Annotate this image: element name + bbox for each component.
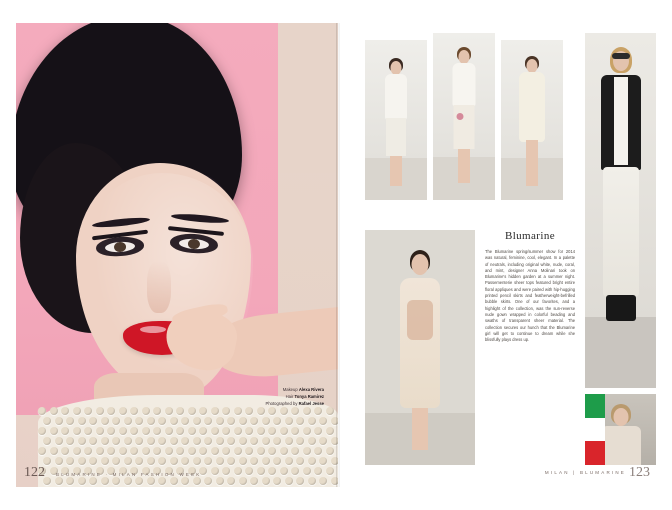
- bead: [158, 417, 166, 425]
- bead: [101, 437, 109, 445]
- left-page-footer-text: BLUMARINE · MILAN FASHION WEEK: [56, 472, 202, 477]
- bead: [285, 477, 293, 485]
- bead: [204, 437, 212, 445]
- bead: [181, 437, 189, 445]
- bead: [165, 447, 173, 455]
- bead: [61, 427, 69, 435]
- bead: [124, 417, 132, 425]
- bead: [176, 427, 184, 435]
- bead: [142, 427, 150, 435]
- bead: [319, 457, 327, 465]
- bead: [262, 437, 270, 445]
- bead: [314, 407, 322, 415]
- right-page-folio: 123: [629, 465, 650, 480]
- bead: [78, 417, 86, 425]
- bead: [147, 417, 155, 425]
- bead: [234, 407, 242, 415]
- bead: [112, 477, 120, 485]
- bead: [285, 437, 293, 445]
- bead: [112, 437, 120, 445]
- look2-head: [459, 50, 470, 64]
- article-block: [485, 230, 575, 343]
- bead: [234, 447, 242, 455]
- right-page-footer-text: MILAN | BLUMARINE: [544, 470, 626, 475]
- bead: [181, 417, 189, 425]
- bead: [50, 407, 58, 415]
- bead: [158, 477, 166, 485]
- bead: [78, 457, 86, 465]
- bead: [61, 407, 69, 415]
- bead: [43, 457, 51, 465]
- bead: [89, 417, 97, 425]
- runway-floor-5: [585, 317, 656, 388]
- bead: [112, 417, 120, 425]
- bead: [296, 417, 304, 425]
- bead: [326, 467, 334, 475]
- bead: [158, 437, 166, 445]
- bead: [193, 417, 201, 425]
- bead: [43, 417, 51, 425]
- bead: [55, 457, 63, 465]
- bead: [296, 437, 304, 445]
- bead: [170, 477, 178, 485]
- bead: [165, 427, 173, 435]
- bead: [38, 407, 46, 415]
- bead: [130, 407, 138, 415]
- bead: [273, 437, 281, 445]
- bead: [119, 447, 127, 455]
- bead: [181, 457, 189, 465]
- bead: [303, 467, 311, 475]
- flag-stripe-white: [585, 418, 605, 442]
- bead: [73, 447, 81, 455]
- look4-head: [412, 254, 429, 275]
- bead: [227, 457, 235, 465]
- credit-makeup: Makeup Alexa Rivera: [282, 387, 324, 392]
- bead: [78, 477, 86, 485]
- bead: [153, 427, 161, 435]
- bead: [142, 447, 150, 455]
- article-headline: Blumarine: [504, 230, 556, 242]
- bead: [211, 427, 219, 435]
- bead: [89, 457, 97, 465]
- bead: [291, 407, 299, 415]
- bead: [273, 477, 281, 485]
- bead: [66, 417, 74, 425]
- bead: [245, 407, 253, 415]
- right-page: [338, 23, 656, 487]
- bead: [239, 417, 247, 425]
- bead: [107, 447, 115, 455]
- bead: [170, 457, 178, 465]
- bead: [199, 407, 207, 415]
- bead: [314, 467, 322, 475]
- bead: [326, 447, 334, 455]
- bead: [319, 437, 327, 445]
- bead: [158, 457, 166, 465]
- runway-look-1: [365, 40, 427, 200]
- bead: [199, 427, 207, 435]
- bead: [188, 427, 196, 435]
- bead: [222, 427, 230, 435]
- article-body: The Blumarine spring/summer show for 2014 was natural, feminine, cool, elegant. In a palette of neutrals, including original white, nude, coral, and mint, designer Anna Molinari took on Blumarine's hidden garden at a summer night. Passementerie sheer tops featured bright entire floral appliques and were paired with hip-hugging printed pencil skirts and featherweight-befrilled bubble skirts. One of our favorites, and a highlight of the collection, was the sun-reverse nude gown wrapped in colorful beading and swaths of transparent sheer material. The collection secures our hunch that the Blumarine girl will get to continue to dream while she blissfully plays dress up.: [485, 249, 575, 343]
- bead: [101, 417, 109, 425]
- bead: [193, 477, 201, 485]
- bead: [280, 427, 288, 435]
- bead: [84, 427, 92, 435]
- bead: [181, 477, 189, 485]
- photo-credit-caption: [204, 386, 324, 407]
- bead: [222, 407, 230, 415]
- bead: [50, 427, 58, 435]
- bead: [280, 407, 288, 415]
- bead: [222, 467, 230, 475]
- bead: [142, 407, 150, 415]
- bead: [211, 407, 219, 415]
- bead: [124, 477, 132, 485]
- bead: [66, 457, 74, 465]
- bead: [296, 457, 304, 465]
- bead: [262, 457, 270, 465]
- bead: [227, 437, 235, 445]
- bead: [107, 427, 115, 435]
- runway-look-2: [433, 33, 495, 200]
- finger-3: [168, 335, 224, 351]
- flag-stripe-green: [585, 394, 605, 418]
- bead: [55, 477, 63, 485]
- bead: [245, 447, 253, 455]
- look1-top: [385, 74, 407, 120]
- nose: [147, 261, 171, 313]
- bead: [268, 467, 276, 475]
- bead: [204, 457, 212, 465]
- bead: [216, 417, 224, 425]
- bead: [273, 457, 281, 465]
- bead: [268, 407, 276, 415]
- bead: [89, 477, 97, 485]
- look4-beading: [407, 300, 433, 340]
- bead: [147, 437, 155, 445]
- bead: [130, 447, 138, 455]
- bead: [55, 417, 63, 425]
- bead: [291, 447, 299, 455]
- bead: [262, 417, 270, 425]
- bead: [66, 437, 74, 445]
- bead: [135, 417, 143, 425]
- bead: [303, 407, 311, 415]
- bead: [135, 457, 143, 465]
- bead: [262, 477, 270, 485]
- look2-top: [453, 63, 476, 107]
- left-page-folio: 122: [24, 465, 45, 480]
- bead: [285, 457, 293, 465]
- bead: [296, 477, 304, 485]
- bead: [204, 477, 212, 485]
- italian-flag: [585, 394, 605, 465]
- bead: [308, 457, 316, 465]
- bead: [245, 427, 253, 435]
- bead: [227, 477, 235, 485]
- look5-printed-trousers: [603, 167, 639, 297]
- bead: [124, 457, 132, 465]
- bead: [273, 417, 281, 425]
- look3-head: [527, 59, 538, 73]
- bead: [153, 407, 161, 415]
- spread: [16, 23, 656, 487]
- bead: [234, 427, 242, 435]
- bead: [234, 467, 242, 475]
- look4-sheer-gown: [400, 278, 440, 408]
- bead: [280, 447, 288, 455]
- bead: [319, 417, 327, 425]
- bead: [84, 407, 92, 415]
- bead: [303, 427, 311, 435]
- bead: [147, 477, 155, 485]
- bead: [170, 417, 178, 425]
- look3-legs: [526, 140, 538, 186]
- lip-highlight: [140, 326, 166, 333]
- bead: [112, 457, 120, 465]
- bead: [165, 407, 173, 415]
- bead: [43, 437, 51, 445]
- look4-legs: [412, 408, 428, 450]
- bead: [84, 447, 92, 455]
- bead: [308, 477, 316, 485]
- bead: [119, 427, 127, 435]
- bead: [176, 447, 184, 455]
- bead: [78, 437, 86, 445]
- bead: [147, 457, 155, 465]
- bead: [66, 477, 74, 485]
- look5-white-scarf: [614, 77, 628, 165]
- bead: [119, 407, 127, 415]
- bead: [170, 437, 178, 445]
- bead: [291, 427, 299, 435]
- bead: [211, 467, 219, 475]
- bead: [96, 407, 104, 415]
- look2-print-motif: [457, 113, 464, 120]
- bead: [38, 427, 46, 435]
- bead: [153, 447, 161, 455]
- bead: [257, 427, 265, 435]
- bead: [204, 417, 212, 425]
- bead: [188, 447, 196, 455]
- look1-skirt: [386, 118, 406, 156]
- bead: [285, 417, 293, 425]
- look1-legs: [390, 156, 402, 186]
- runway-look-3: [501, 40, 563, 200]
- look2-printed-skirt: [454, 105, 475, 149]
- bead: [227, 417, 235, 425]
- bead: [250, 457, 258, 465]
- bead: [130, 427, 138, 435]
- bead: [216, 477, 224, 485]
- flag-stripe-red: [585, 441, 605, 465]
- bead: [211, 447, 219, 455]
- bead: [245, 467, 253, 475]
- bead: [101, 477, 109, 485]
- bead: [326, 407, 334, 415]
- look5-boots: [606, 295, 636, 321]
- bead: [250, 437, 258, 445]
- bead: [268, 427, 276, 435]
- bead: [308, 437, 316, 445]
- bead: [239, 477, 247, 485]
- bead: [250, 417, 258, 425]
- bead: [326, 427, 334, 435]
- bead: [257, 447, 265, 455]
- look2-legs: [458, 149, 470, 183]
- spread-gutter: [336, 23, 340, 487]
- bead: [239, 437, 247, 445]
- bead: [257, 467, 265, 475]
- bead: [280, 467, 288, 475]
- bead: [314, 447, 322, 455]
- bead: [239, 457, 247, 465]
- bead: [107, 407, 115, 415]
- bead: [319, 477, 327, 485]
- bead: [250, 477, 258, 485]
- bead: [199, 447, 207, 455]
- runway-look-5: [585, 33, 656, 388]
- left-page: [16, 23, 338, 487]
- sunglasses-icon: [612, 53, 630, 59]
- bead: [55, 437, 63, 445]
- bead: [216, 457, 224, 465]
- designer-head: [613, 408, 628, 426]
- bead: [308, 417, 316, 425]
- designer-outfit: [601, 426, 641, 465]
- look3-floral-dress: [519, 72, 545, 142]
- runway-look-4: [365, 230, 475, 465]
- bead: [61, 447, 69, 455]
- bead: [291, 467, 299, 475]
- bead: [135, 437, 143, 445]
- backdrop-edge-upper: [278, 23, 338, 173]
- bead: [257, 407, 265, 415]
- bead: [50, 447, 58, 455]
- bead: [188, 407, 196, 415]
- bead: [96, 427, 104, 435]
- bead: [314, 427, 322, 435]
- bead: [101, 457, 109, 465]
- bead: [268, 447, 276, 455]
- bead: [124, 437, 132, 445]
- bead: [89, 437, 97, 445]
- bead: [38, 447, 46, 455]
- look1-head: [391, 61, 402, 75]
- credit-hair: Hair Tonya Ramirez: [285, 394, 324, 399]
- bead: [303, 447, 311, 455]
- bead: [135, 477, 143, 485]
- bead: [73, 407, 81, 415]
- credit-photographer: Photographed by Rafael Jesse: [265, 401, 324, 406]
- bead: [216, 437, 224, 445]
- bead: [222, 447, 230, 455]
- bead: [193, 457, 201, 465]
- bead: [73, 427, 81, 435]
- bead: [176, 407, 184, 415]
- bead: [193, 437, 201, 445]
- bead: [96, 447, 104, 455]
